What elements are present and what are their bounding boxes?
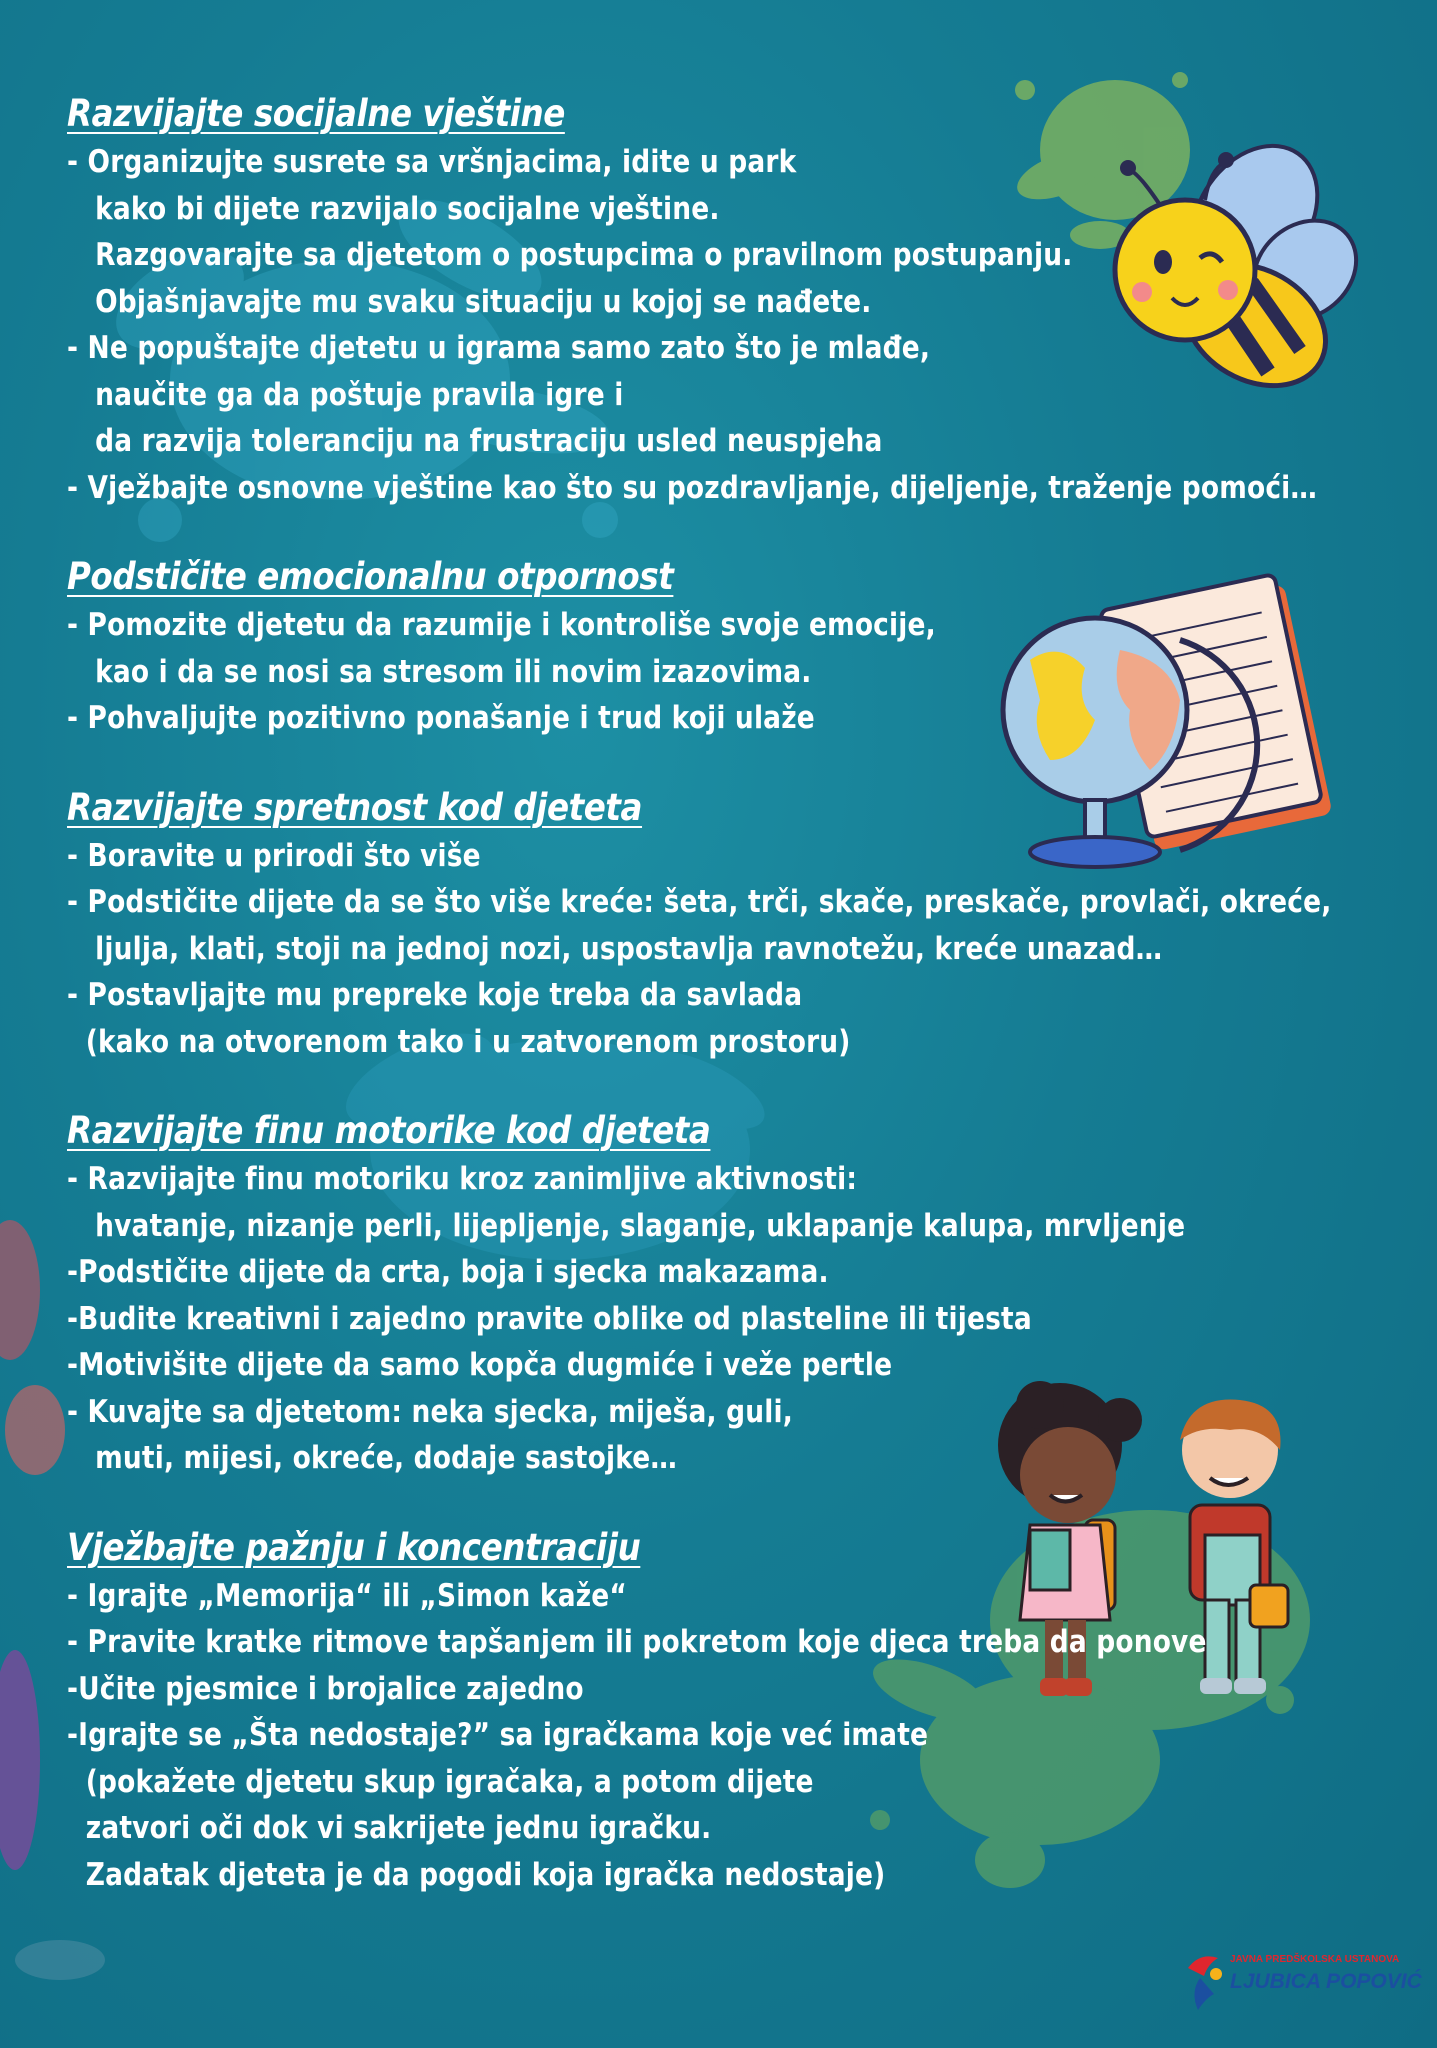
tip-line: - Ne popuštajte djetetu u igrama samo zato što je mlađe,	[67, 330, 931, 366]
tips-content	[67, 92, 1367, 1942]
tip-line: hvatanje, nizanje perli, lijepljenje, slaganje, uklapanje kalupa, mrvljenje	[67, 1207, 1186, 1244]
tip-section	[67, 1109, 1367, 1482]
preschool-logo	[1180, 1948, 1422, 2020]
section-heading: Podstičite emocionalnu otpornost	[67, 555, 674, 598]
tip-line: (kako na otvorenom tako i u zatvorenom prostoru)	[67, 1023, 851, 1060]
tip-line: -Budite kreativni i zajedno pravite oblike od plasteline ili tijesta	[67, 1300, 1032, 1337]
tip-line: - Postavljajte mu prepreke koje treba da savlada	[67, 977, 803, 1013]
tip-line: (pokažete djetetu skup igračaka, a potom dijete	[67, 1763, 814, 1800]
section-heading: Razvijajte socijalne vještine	[67, 92, 565, 135]
tip-line: - Podstičite dijete da se što više kreće: šeta, trči, skače, preskače, provlači, okreće,	[67, 884, 1332, 920]
tip-line: ljulja, klati, stoji na jednoj nozi, uspostavlja ravnotežu, kreće unazad…	[67, 930, 1163, 967]
tip-line: - Pomozite djetetu da razumije i kontroliše svoje emocije,	[67, 607, 936, 643]
logo-institution-text: JAVNA PREDŠKOLSKA USTANOVA	[1230, 1954, 1400, 1965]
tip-line: zatvori oči dok vi sakrijete jednu igračku.	[67, 1810, 712, 1846]
tip-section	[67, 555, 1367, 742]
tip-line: -Podstičite dijete da crta, boja i sjecka makazama.	[67, 1254, 829, 1290]
tip-line: da razvija toleranciju na frustraciju usled neuspjeha	[67, 423, 883, 459]
tip-line: - Boravite u prirodi što više	[67, 837, 481, 874]
section-heading: Vježbajte pažnju i koncentraciju	[67, 1525, 641, 1569]
logo-figure-icon	[1180, 1948, 1228, 2018]
tip-line: kao i da se nosi sa stresom ili novim izazovima.	[67, 653, 812, 690]
tip-section	[67, 786, 1367, 1066]
tip-line: Objašnjavajte mu svaku situaciju u kojoj se nađete.	[67, 283, 872, 320]
tip-line: - Organizujte susrete sa vršnjacima, idite u park	[67, 144, 797, 180]
tip-line: Zadatak djeteta je da pogodi koja igračka nedostaje)	[67, 1856, 886, 1893]
tip-line: - Razvijajte finu motoriku kroz zanimljive aktivnosti:	[67, 1161, 858, 1197]
tip-line: - Pravite kratke ritmove tapšanjem ili pokretom koje djeca treba da ponove	[67, 1624, 1207, 1660]
tip-line: -Igrajte se „Šta nedostaje?” sa igračkama koje već imate	[67, 1717, 929, 1753]
tip-line: naučite ga da poštuje pravila igre i	[67, 376, 624, 413]
tip-line: -Motivišite dijete da samo kopča dugmiće i veže pertle	[67, 1347, 893, 1383]
tip-line: -Učite pjesmice i brojalice zajedno	[67, 1670, 584, 1707]
tip-line: kako bi dijete razvijalo socijalne vještine.	[67, 190, 720, 227]
tip-section	[67, 1526, 1367, 1899]
tip-line: - Pohvaljujte pozitivno ponašanje i trud koji ulaže	[67, 700, 815, 736]
tip-line: Razgovarajte sa djetetom o postupcima o pravilnom postupanju.	[67, 237, 1073, 273]
tip-line: - Vježbajte osnovne vještine kao što su pozdravljanje, dijeljenje, traženje pomoći…	[67, 469, 1318, 506]
tip-line: - Igrajte „Memorija“ ili „Simon kaže“	[67, 1577, 627, 1614]
tip-line: muti, mijesi, okreće, dodaje sastojke…	[67, 1440, 678, 1476]
tip-section	[67, 92, 1367, 511]
tip-line: - Kuvajte sa djetetom: neka sjecka, miješa, guli,	[67, 1393, 793, 1430]
section-heading: Razvijajte spretnost kod djeteta	[67, 785, 643, 829]
logo-name-text: LJUBICA POPOVIĆ	[1230, 1970, 1422, 1993]
section-heading: Razvijajte finu motorike kod djeteta	[67, 1109, 711, 1152]
